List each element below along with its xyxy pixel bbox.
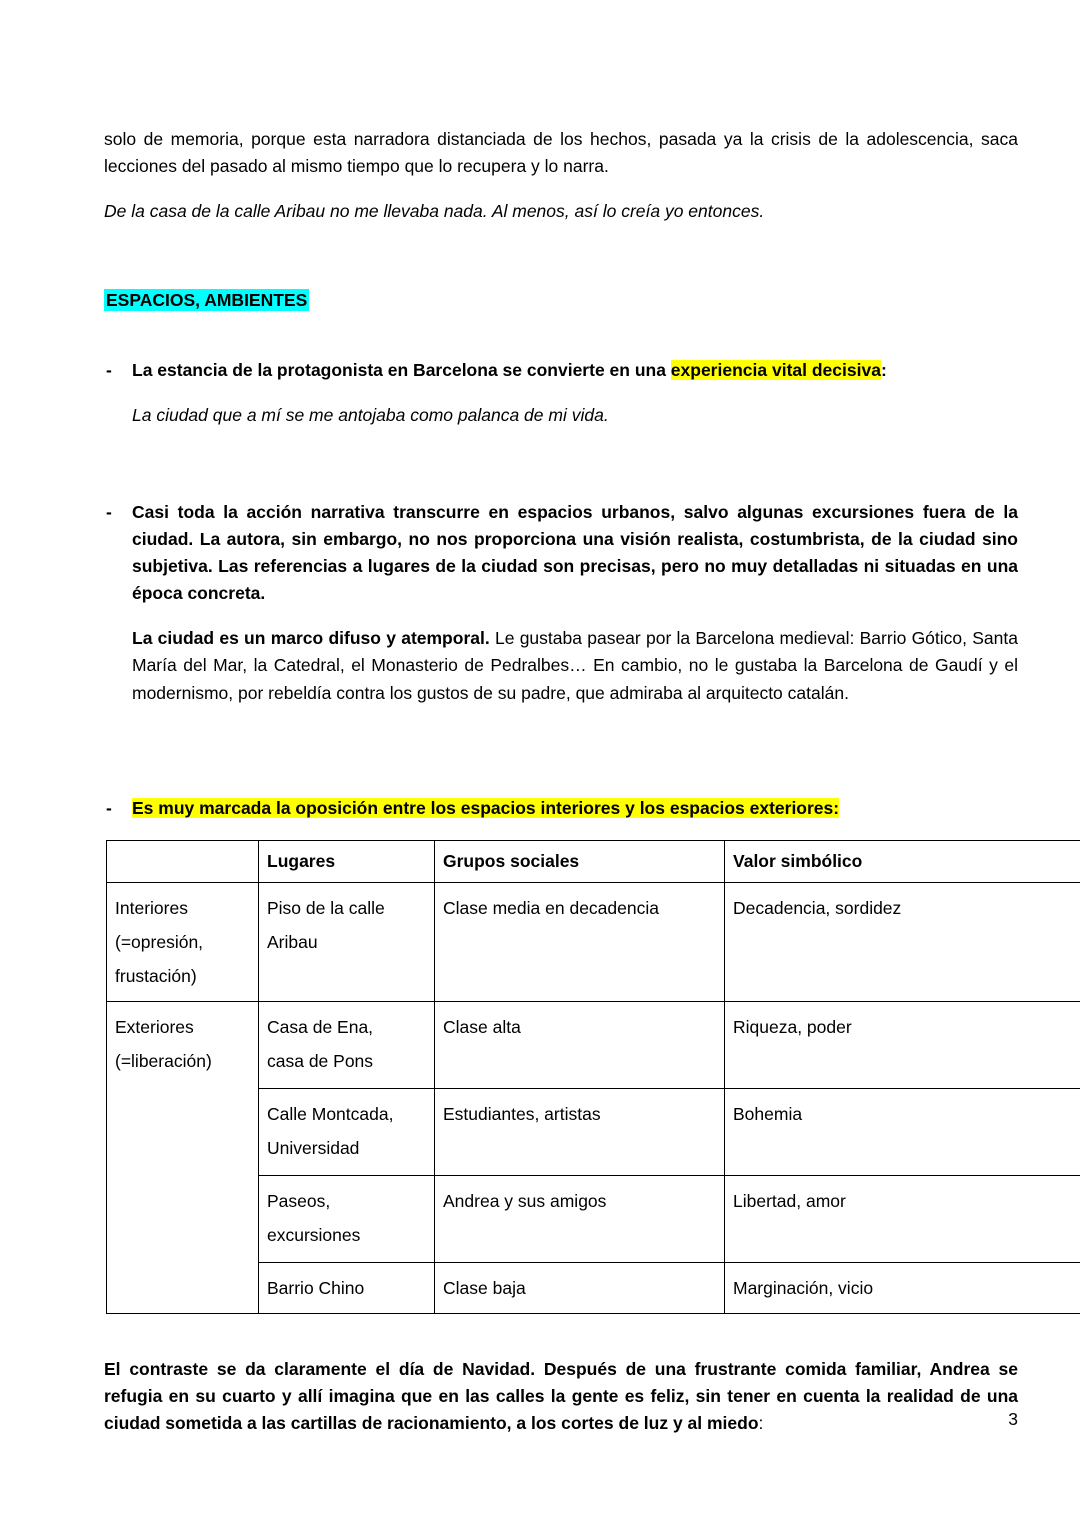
table-head xyxy=(107,840,1080,882)
lugar-line: Barrio Chino xyxy=(267,1277,365,1298)
category-line: Interiores xyxy=(115,897,188,918)
table-cell-category-exteriores xyxy=(107,1001,259,1313)
table-cell-lugares xyxy=(259,1001,435,1088)
table-cell-lugares xyxy=(259,1088,435,1175)
page-content xyxy=(104,126,1018,1437)
spacer xyxy=(132,607,1018,625)
table-header-lugares: Lugares xyxy=(259,840,435,882)
closing-bold-text: El contraste se da claramente el día de Navidad. Después de una frustrante comida familiar, Andrea se refugia en su cuarto y allí imagina que en las calles la gente es feliz, sin tener en cuenta la realidad de una ciudad sometida a las cartillas de racionamiento, a los cortes de luz y al miedo xyxy=(104,1359,1018,1434)
bullet-1-highlight: experiencia vital decisiva xyxy=(670,359,881,380)
table-body xyxy=(107,882,1080,1314)
table-cell-valor: Bohemia xyxy=(725,1088,1080,1175)
lugar-line: Aribau xyxy=(267,931,318,952)
bullet-dash: - xyxy=(106,501,112,522)
bullet-3-text xyxy=(132,795,1018,822)
bullet-body xyxy=(132,357,1018,429)
lugar-line: excursiones xyxy=(267,1225,361,1245)
spacer xyxy=(104,777,1018,795)
bullet-item-2 xyxy=(104,499,1018,707)
lugar-line: Universidad xyxy=(267,1138,360,1158)
table-cell-valor: Libertad, amor xyxy=(725,1175,1080,1262)
bullet-3-highlight: Es muy marcada la oposición entre los espacios interiores y los espacios exteriores: xyxy=(132,797,840,818)
bullet-2-sub-rest: Le gustaba pasear por la Barcelona medieval: Barrio Gótico, Santa María del Mar, la Catedral, el Monasterio de Pedralbes… En cambio, no le gustaba la Barcelona de Gaudí y el modernismo, por rebeldía contra los gustos de su padre, que admiraba al arquitecto catalán. xyxy=(132,628,1018,703)
table-cell-valor: Riqueza, poder xyxy=(725,1001,1080,1088)
table-cell-grupos: Clase alta xyxy=(435,1001,725,1088)
category-line: (=liberación) xyxy=(115,1051,212,1071)
bullet-1-quote: La ciudad que a mí se me antojaba como palanca de mi vida. xyxy=(132,404,609,425)
spacer xyxy=(104,1314,1018,1356)
bullet-1-text xyxy=(132,357,1018,384)
lugar-line: Casa de Ena, xyxy=(267,1016,374,1037)
section-heading-espacios-ambientes: ESPACIOS, AMBIENTES xyxy=(106,290,308,311)
table-header-row xyxy=(107,840,1080,882)
table-cell-lugares xyxy=(259,1175,435,1262)
spacer xyxy=(104,822,1018,840)
bullet-item-3 xyxy=(104,795,1018,822)
bullet-dash: - xyxy=(106,359,112,380)
spacer xyxy=(104,315,1018,357)
bullet-2-text: Casi toda la acción narrativa transcurre en espacios urbanos, salvo algunas excursiones fuera de la ciudad. La autora, sin embargo, no nos proporciona una visión realista, costumbrista, de la ciudad sino subjetiva. Las referencias a lugares de la ciudad son precisas, pero no muy detalladas ni situadas en una época concreta. xyxy=(132,501,1018,604)
bullet-dash: - xyxy=(106,797,112,818)
page-number: 3 xyxy=(1008,1409,1018,1429)
closing-paragraph xyxy=(104,1356,1018,1437)
table-cell-lugares xyxy=(259,882,435,1001)
spacer xyxy=(132,384,1018,402)
lugar-line: Piso de la calle xyxy=(267,897,385,918)
section-heading-block xyxy=(104,287,1018,314)
table-header-valor-simbolico: Valor simbólico xyxy=(725,840,1080,882)
spacer xyxy=(104,225,1018,287)
category-line: (=opresión, xyxy=(115,931,204,952)
spacer xyxy=(104,429,1018,499)
lugar-line: Paseos, xyxy=(267,1190,331,1211)
bullet-2-sub-bold: La ciudad es un marco difuso y atemporal. xyxy=(132,628,490,649)
spaces-comparison-table xyxy=(106,840,1080,1314)
table-cell-lugares xyxy=(259,1262,435,1313)
bullet-1-text-after: : xyxy=(880,359,887,380)
table-cell-valor: Marginación, vicio xyxy=(725,1262,1080,1313)
table-cell-category-interiores xyxy=(107,882,259,1001)
category-line: frustación) xyxy=(115,965,197,986)
bullet-item-1 xyxy=(104,357,1018,429)
bullet-body xyxy=(132,795,1018,822)
table-cell-valor: Decadencia, sordidez xyxy=(725,882,1080,1001)
closing-trailing: : xyxy=(758,1413,764,1434)
table-row xyxy=(107,1001,1080,1088)
table-header-grupos-sociales: Grupos sociales xyxy=(435,840,725,882)
bullet-1-text-before: La estancia de la protagonista en Barcelona se convierte en una xyxy=(132,359,671,380)
table-cell-grupos: Clase baja xyxy=(435,1262,725,1313)
lugar-line: casa de Pons xyxy=(267,1051,374,1071)
bullet-2-subparagraph xyxy=(132,625,1018,706)
table-header-category xyxy=(107,840,259,882)
table-cell-grupos: Estudiantes, artistas xyxy=(435,1088,725,1175)
category-line: Exteriores xyxy=(115,1016,194,1037)
spacer xyxy=(104,707,1018,777)
bullet-body xyxy=(132,499,1018,707)
lugar-line: Calle Montcada, xyxy=(267,1103,394,1124)
table-row xyxy=(107,882,1080,1001)
table-cell-grupos: Clase media en decadencia xyxy=(435,882,725,1001)
intro-paragraph: solo de memoria, porque esta narradora distanciada de los hechos, pasada ya la crisis de la adolescencia, saca lecciones del pasado al mismo tiempo que lo recupera y lo narra. xyxy=(104,129,1018,177)
table-cell-grupos: Andrea y sus amigos xyxy=(435,1175,725,1262)
intro-quote: De la casa de la calle Aribau no me llevaba nada. Al menos, así lo creía yo entonces. xyxy=(104,201,765,222)
spacer xyxy=(104,180,1018,198)
